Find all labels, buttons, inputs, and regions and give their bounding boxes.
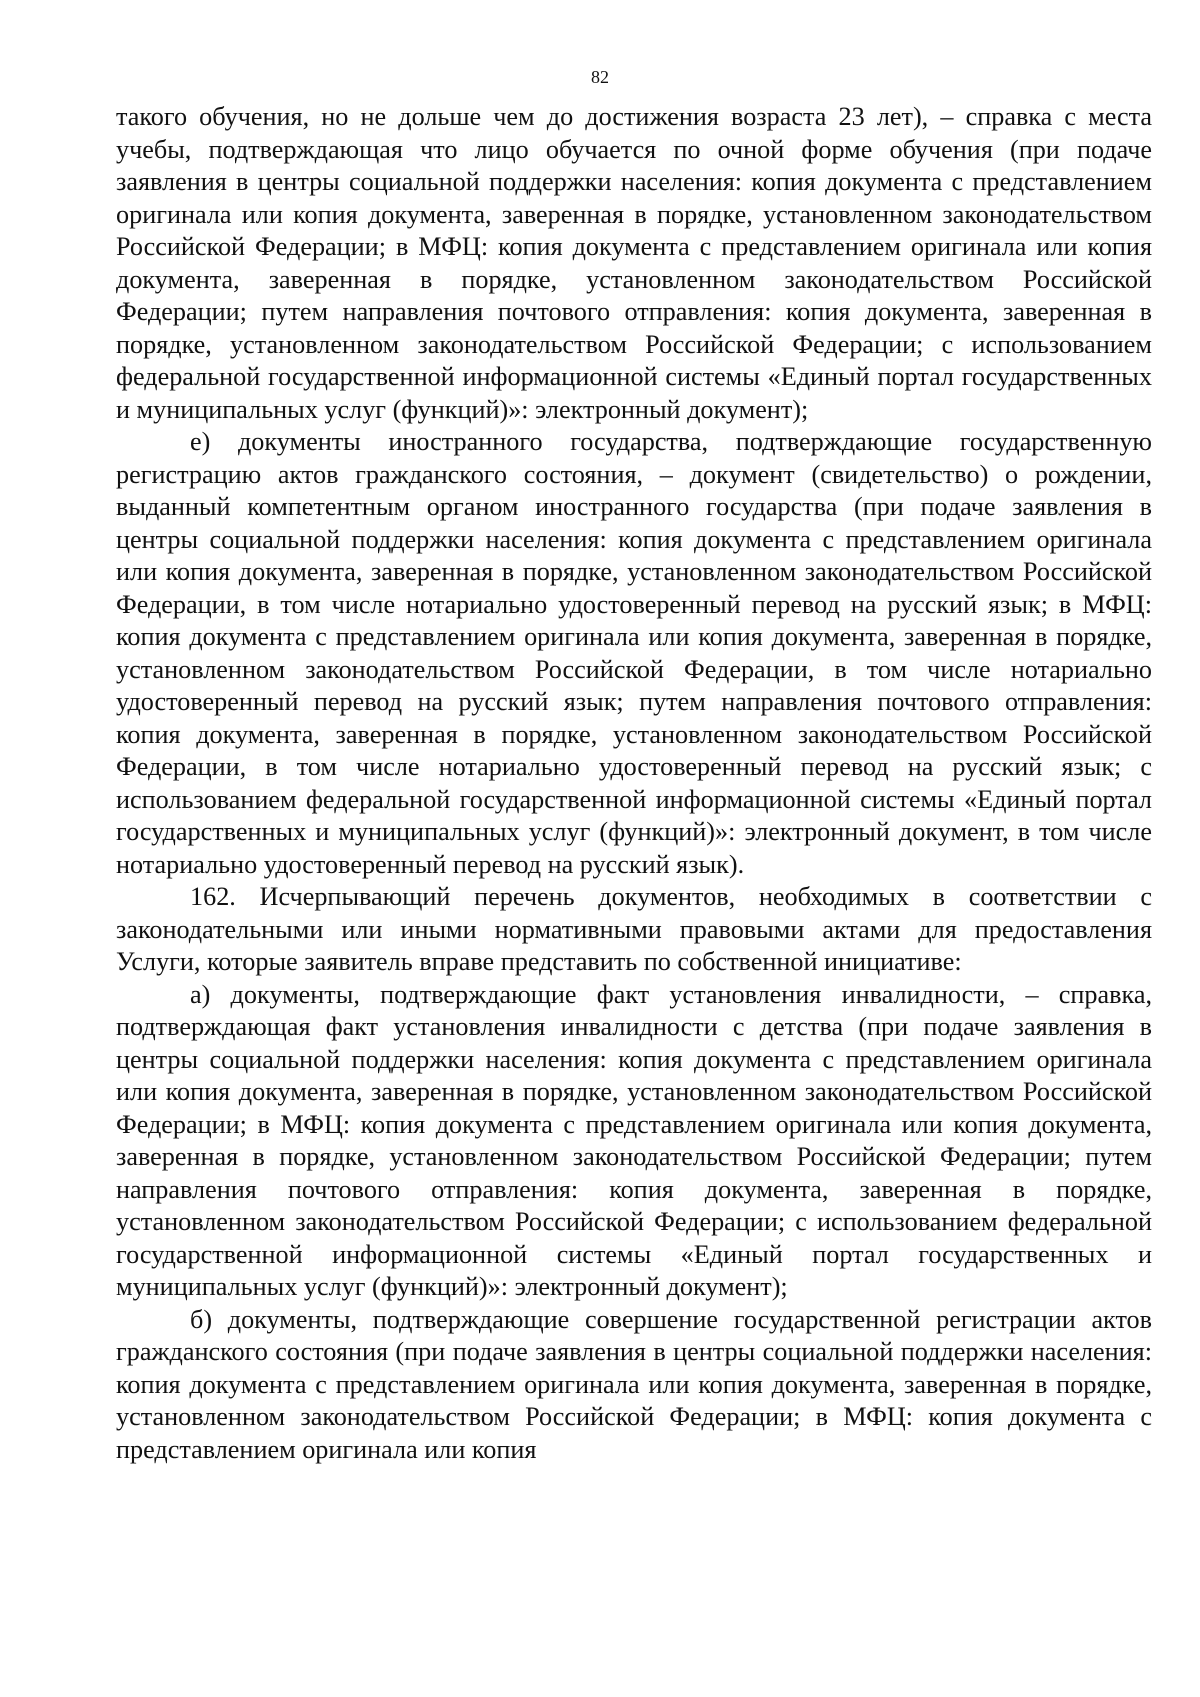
paragraph-continuation: такого обучения, но не дольше чем до достижения возраста 23 лет), – справка с места учебы, подтверждающая что лицо обучается по очной форме обучения (при подаче заявления в центры социальной поддержки населения: копия документа с представлением оригинала или копия документа, заверенная в порядке, установленном законодательством Российской Федерации; в МФЦ: копия документа с представлением оригинала или копия документа, заверенная в порядке, установленном законодательством Российской Федерации; путем направления почтового отправления: копия документа, заверенная в порядке, установленном законодательством Российской Федерации; с использованием федеральной государственной информационной системы «Единый портал государственных и муниципальных услуг (функций)»: электронный документ); [116, 102, 1152, 424]
page-number: 82 [591, 67, 609, 87]
document-body [116, 101, 1152, 1466]
paragraph-item-e: е) документы иностранного государства, подтверждающие государственную регистрацию актов гражданского состояния, – документ (свидетельство) о рождении, выданный компетентным органом иностранного государства (при подаче заявления в центры социальной поддержки населения: копия документа с представлением оригинала или копия документа, заверенная в порядке, установленном законодательством Российской Федерации, в том числе нотариально удостоверенный перевод на русский язык; в МФЦ: копия документа с представлением оригинала или копия документа, заверенная в порядке, установленном законодательством Российской Федерации, в том числе нотариально удостоверенный перевод на русский язык; путем направления почтового отправления: копия документа, заверенная в порядке, установленном законодательством Российской Федерации, в том числе нотариально удостоверенный перевод на русский язык; с использованием федеральной государственной информационной системы «Единый портал государственных и муниципальных услуг (функций)»: электронный документ, в том числе нотариально удостоверенный перевод на русский язык). [116, 427, 1152, 879]
paragraph-item-b: б) документы, подтверждающие совершение государственной регистрации актов гражданского состояния (при подаче заявления в центры социальной поддержки населения: копия документа с представлением оригинала или копия документа, заверенная в порядке, установленном законодательством Российской Федерации; в МФЦ: копия документа с представлением оригинала или копия [116, 1304, 1152, 1464]
paragraph-item-a: а) документы, подтверждающие факт установления инвалидности, – справка, подтверждающая факт установления инвалидности с детства (при подаче заявления в центры социальной поддержки населения: копия документа с представлением оригинала или копия документа, заверенная в порядке, установленном законодательством Российской Федерации; в МФЦ: копия документа с представлением оригинала или копия документа, заверенная в порядке, установленном законодательством Российской Федерации; путем направления почтового отправления: копия документа, заверенная в порядке, установленном законодательством Российской Федерации; с использованием федеральной государственной информационной системы «Единый портал государственных и муниципальных услуг (функций)»: электронный документ); [116, 979, 1152, 1301]
paragraph-clause-162: 162. Исчерпывающий перечень документов, необходимых в соответствии с законодательными или иными нормативными правовыми актами для предоставления Услуги, которые заявитель вправе представить по собственной инициативе: [116, 882, 1152, 976]
